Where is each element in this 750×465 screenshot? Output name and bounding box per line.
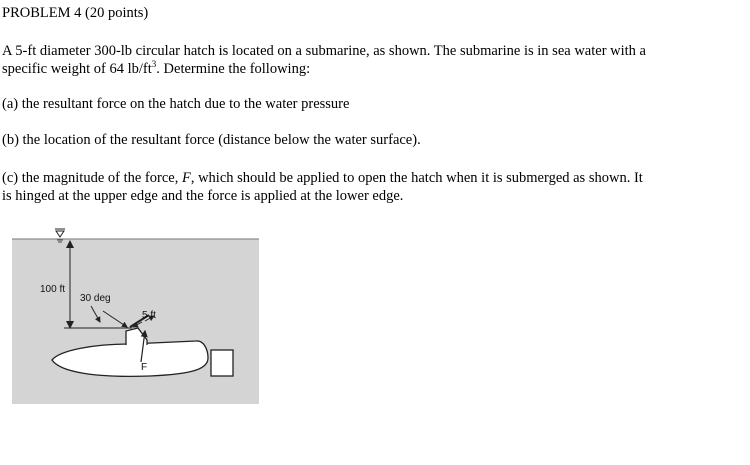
- intro-exponent: 3: [151, 59, 157, 69]
- part-c-force-variable: F: [181, 170, 191, 186]
- part-c-post: , which should be applied to open the hatch when it is submerged as shown. It: [190, 170, 643, 186]
- part-c-pre: (c) the magnitude of the force,: [2, 170, 182, 186]
- depth-label: 100 ft: [40, 284, 66, 295]
- intro-determine: . Determine the following:: [156, 61, 311, 77]
- sea-water-region: [12, 239, 259, 404]
- angle-label: 30 deg: [80, 293, 111, 304]
- problem-intro-line1: A 5-ft diameter 300-lb circular hatch is located on a submarine, as shown. The submarine is in sea water with a: [2, 43, 646, 59]
- part-b-text: (b) the location of the resultant force (distance below the water surface).: [2, 132, 421, 148]
- diameter-label: 5 ft: [142, 310, 156, 321]
- part-a-text: (a) the resultant force on the hatch due to the water pressure: [2, 96, 350, 112]
- part-c-text-line2: is hinged at the upper edge and the force is applied at the lower edge.: [2, 188, 404, 204]
- problem-title: PROBLEM 4 (20 points): [2, 5, 149, 21]
- force-label: F: [141, 362, 148, 373]
- intro-specific-weight: specific weight of 64 lb/ft: [2, 61, 152, 77]
